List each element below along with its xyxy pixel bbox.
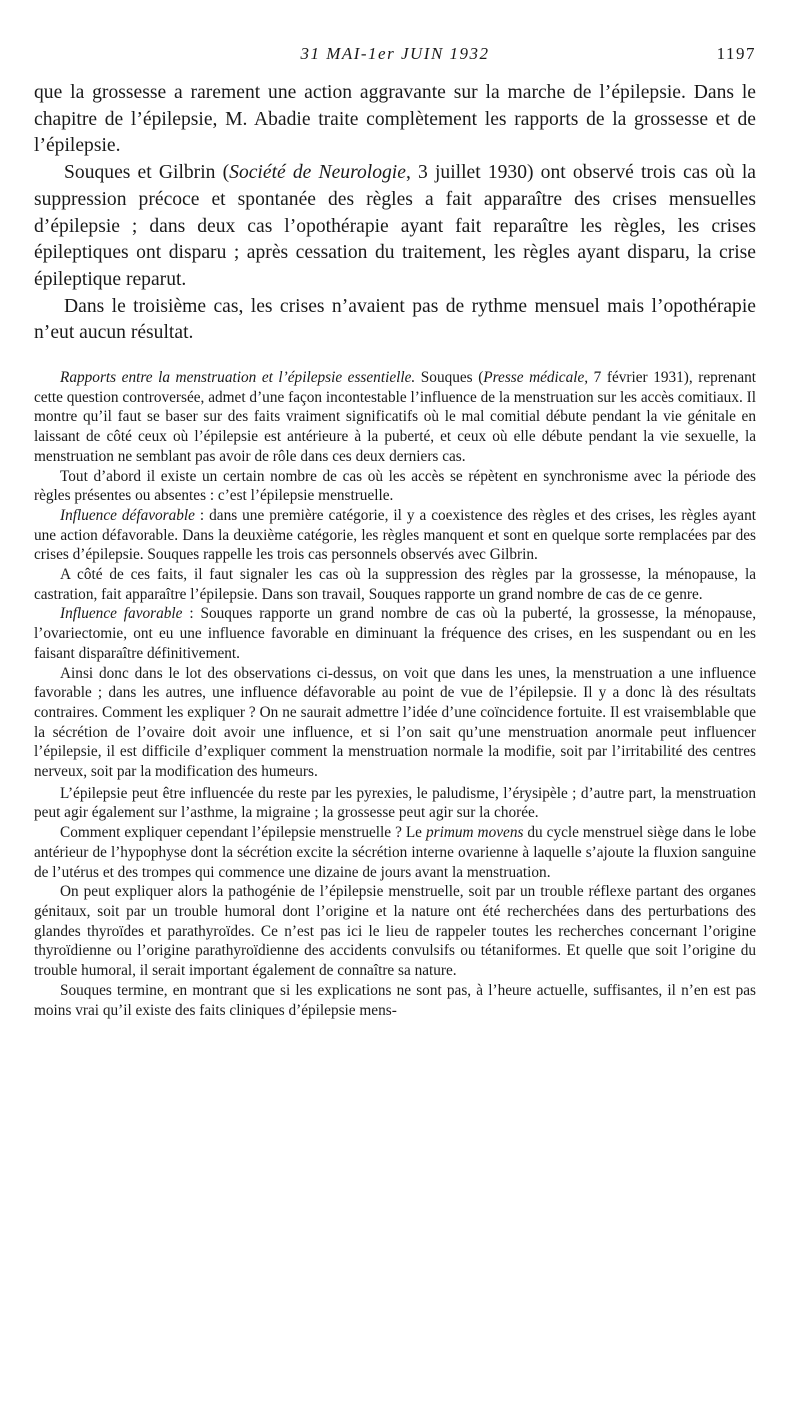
header-date: 31 MAI-1er JUIN 1932 xyxy=(300,44,490,63)
abstract-paragraph xyxy=(34,823,756,882)
abstract-paragraph: Ainsi donc dans le lot des observations ci-dessus, on voit que dans les unes, la menstruation a une influence favorable ; dans les autres, une influence défavorable au point de vue de l’épilepsie. Il y a donc là des résultats contraires. Comment les expliquer ? On ne saurait admettre l’idée d’une coïncidence fortuite. Il est vraisemblable que la sécrétion de l’ovaire doit avoir une influence, et si l’on sait qu’une menstruation anormale peut influencer l’épilepsie, il est difficile d’expliquer comment la menstruation normale la modifie, soit par l’irritabilité des centres nerveux, soit par la modification des humeurs. xyxy=(34,664,756,781)
abstract-paragraph: Souques termine, en montrant que si les explications ne sont pas, à l’heure actuelle, suffisantes, il n’en est pas moins vrai qu’il existe des faits cliniques d’épilepsie mens- xyxy=(34,981,756,1019)
abstract-text: Souques ( xyxy=(415,369,484,386)
abstract-text: : dans une première catégorie, il y a coexistence des règles et des crises, les règles ayant une action défavorable. Dans la deuxième catégorie, les règles manquent et sont en quelque sorte remplacées par des crises d’épilepsie. Souques rappelle les trois cas personnels observés avec Gilbrin. xyxy=(34,506,756,564)
abstract-paragraph: Tout d’abord il existe un certain nombre de cas où les accès se répètent en synchronisme avec la période des règles présentes ou absentes : c’est l’épilepsie menstruelle. xyxy=(34,467,756,505)
abstract-paragraph: On peut expliquer alors la pathogénie de l’épilepsie menstruelle, soit par un trouble réflexe partant des organes génitaux, soit par un trouble humoral dont l’origine et la nature ont été recherchées dans des perturbations des glandes thyroïdes et parathyroïdes. Ce n’est pas ici le lieu de rappeler toutes les recherches concernant l’origine thyroïdienne ou l’origine parathyroïdienne des accidents convulsifs ou tétaniformes. Et quelle que soit l’origine du trouble humoral, il serait important également de connaître sa nature. xyxy=(34,883,756,980)
journal-page xyxy=(34,0,756,1424)
abstract-paragraph: A côté de ces faits, il faut signaler les cas où la suppression des règles par la grossesse, la ménopause, la castration, fait apparaître l’épilepsie. Dans son travail, Souques rapporte un grand nombre de cas de ce genre. xyxy=(34,566,756,603)
abstract-paragraph: L’épilepsie peut être influencée du reste par les pyrexies, le paludisme, l’érysipèle ; d’autre part, la menstruation peut agir également sur l’asthme, la migraine ; la grossesse peut agir sur la chorée. xyxy=(34,784,756,822)
main-text xyxy=(34,80,756,347)
paragraph-text: , 3 juillet 1930) ont observé trois cas où la suppression précoce et spontanée des règles a fait apparaître des crises mensuelles d’épilepsie ; dans deux cas l’opothérapie ayant fait reparaître les règles, les crises épileptiques ont disparu ; après cessation du traitement, les règles ayant disparu, la crise épileptique reparut. xyxy=(34,162,757,290)
paragraph-text: Souques et Gilbrin ( xyxy=(64,162,230,184)
abstract-text: : Souques rapporte un grand nombre de cas où la puberté, la grossesse, la ménopause, l’ovariectomie, ont eu une influence favorable en diminuant la fréquence des crises, en les suspendant ou en les faisant disparaître définitivement. xyxy=(34,605,757,662)
paragraph-souques-gilbrin xyxy=(34,160,756,294)
abstract-paragraph xyxy=(34,368,756,467)
abstract-text: Comment expliquer cependant l’épilepsie menstruelle ? Le xyxy=(60,824,426,842)
paragraph-continuation: que la grossesse a rarement une action aggravante sur la marche de l’épilepsie. Dans le chapitre de l’épilepsie, M. Abadie traite complètement les rapports de la grossesse et de l’épilepsie. xyxy=(34,82,756,157)
latin-term: primum movens xyxy=(425,824,524,842)
abstract-paragraph xyxy=(34,506,756,565)
abstract-text: 7 février 1931), reprenant cette question controversée, admet d’une façon incontestable l’influence de la menstruation sur les accès comitiaux. Il montre qu’il faut se baser sur des faits vraiment significatifs où le mal comitial débute pendant la vie génitale en laissant de côté ceux où l’épilepsie est antérieure à la puberté, et ceux où elle débute pendant la vie sexuelle, la menstruation ne semblant pas avoir de rôle dans ces deux derniers cas. xyxy=(34,369,757,465)
subheading: Influence défavorable xyxy=(60,506,195,524)
abstract-text: du cycle menstruel siège dans le lobe antérieur de l’hypophyse dont la sécrétion excite la sécrétion interne ovarienne à laquelle s’ajoute la fluxion sanguine de l’utérus et des trompes qui commence une dizaine de jours avant la menstruation. xyxy=(34,824,757,881)
abstract-paragraph xyxy=(34,604,756,663)
paragraph-third-case: Dans le troisième cas, les crises n’avaient pas de rythme mensuel mais l’opothérapie n’eut aucun résultat. xyxy=(34,295,756,344)
page-number: 1197 xyxy=(716,44,756,63)
journal-title: Presse médicale, xyxy=(483,369,589,386)
running-head xyxy=(34,44,756,68)
abstract-title: Rapports entre la menstruation et l’épilepsie essentielle. xyxy=(60,369,416,386)
subheading: Influence favorable xyxy=(60,605,183,623)
abstract-section xyxy=(34,368,756,1020)
journal-title: Société de Neurologie xyxy=(229,162,406,184)
